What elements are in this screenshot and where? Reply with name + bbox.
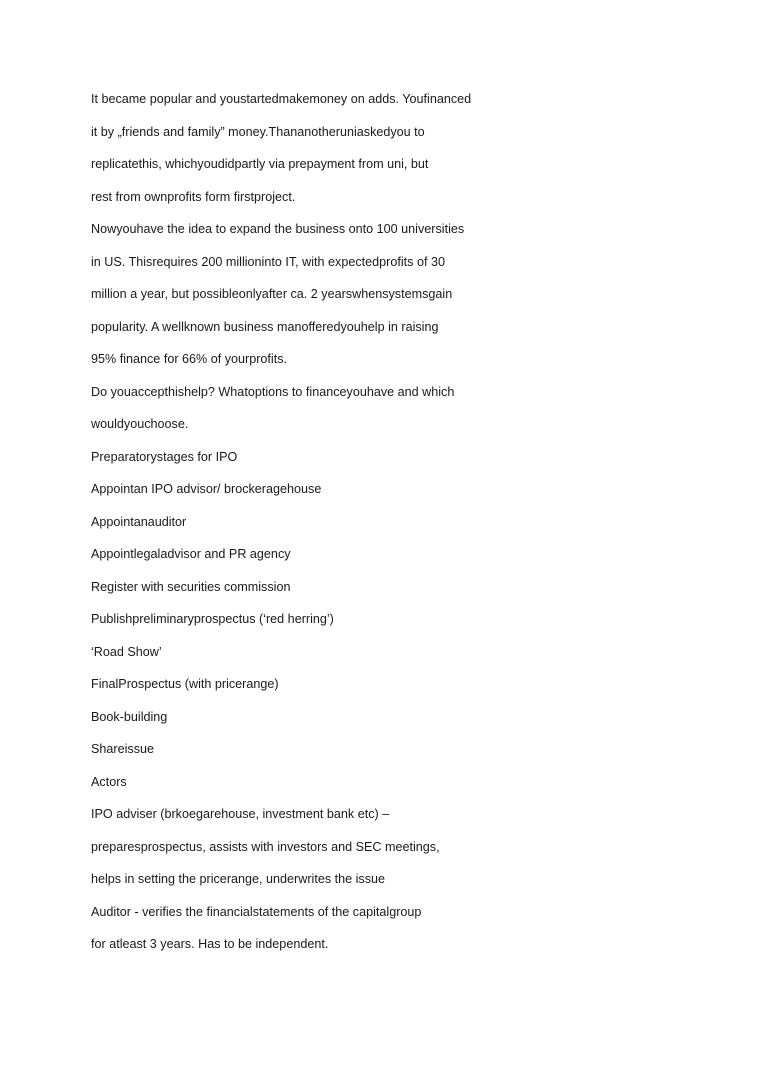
text-line: Auditor - verifies the financialstatements of the capitalgroup bbox=[91, 904, 422, 919]
text-line: helps in setting the pricerange, underwrites the issue bbox=[91, 872, 386, 886]
text-line: Nowyouhave the idea to expand the business onto 100 universities bbox=[91, 222, 465, 236]
list-item: Register with securities commission bbox=[91, 579, 291, 594]
list-item: Book-building bbox=[91, 709, 168, 724]
section-heading-actors: Actors bbox=[91, 774, 127, 789]
text-line: wouldyouchoose. bbox=[91, 417, 189, 431]
list-item: Publishpreliminaryprospectus (‘red herring’) bbox=[91, 612, 334, 626]
text-line: replicatethis, whichyoudidpartly via prepayment from uni, but bbox=[91, 157, 429, 171]
text-line: it by „friends and family” money.Thananotheruniaskedyou to bbox=[91, 124, 425, 139]
text-line: It became popular and youstartedmakemoney on adds. Youfinanced bbox=[91, 92, 472, 106]
list-item: Appointlegaladvisor and PR agency bbox=[91, 547, 291, 561]
text-line: million a year, but possibleonlyafter ca. 2 yearswhensystemsgain bbox=[91, 287, 453, 301]
list-item: Appointanauditor bbox=[91, 514, 187, 529]
text-line: 95% finance for 66% of yourprofits. bbox=[91, 352, 288, 366]
text-line: IPO adviser (brkoegarehouse, investment bank etc) – bbox=[91, 807, 390, 821]
list-item: Appointan IPO advisor/ brockeragehouse bbox=[91, 482, 322, 496]
list-item: ‘Road Show’ bbox=[91, 644, 162, 659]
text-line: preparesprospectus, assists with investors and SEC meetings, bbox=[91, 839, 440, 854]
document-body bbox=[91, 87, 711, 965]
section-heading-preparatory-stages: Preparatorystages for IPO bbox=[91, 449, 238, 464]
list-item: FinalProspectus (with pricerange) bbox=[91, 677, 279, 691]
text-line: for atleast 3 years. Has to be independent. bbox=[91, 937, 329, 951]
text-line: popularity. A wellknown business manofferedyouhelp in raising bbox=[91, 319, 439, 334]
text-line: in US. Thisrequires 200 millioninto IT, with expectedprofits of 30 bbox=[91, 254, 445, 269]
list-item: Shareissue bbox=[91, 742, 155, 756]
text-line: rest from ownprofits form firstproject. bbox=[91, 189, 296, 204]
text-line: Do youaccepthishelp? Whatoptions to financeyouhave and which bbox=[91, 384, 455, 399]
